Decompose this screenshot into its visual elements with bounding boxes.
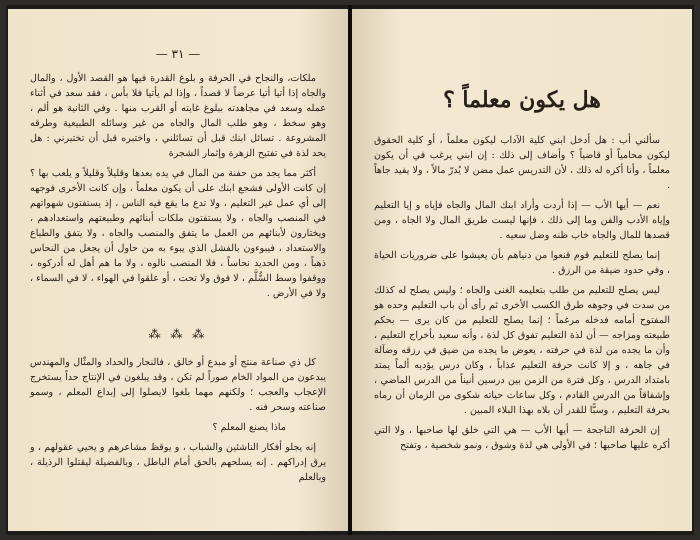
paragraph: أكثر مما يجد من حفنة من المال في يده بعدها وقليلاً وقليلاً و يلعب بها ؟ إن كانت الأولى فشجع ابنك على أن يكون معلماً ، وإن كانت الأخرى فوجهه إلى أي عمل غير التعليم ، ولا تدع ما يقع فيه الناس ، إذ يستفتون شهواتهم في المنصب والجاه ، ولا يستفتون ملكات أبنائهم وطبيعتهم واستعدادهم ، ويختارون لأبنائهم من العمل ما يتفق والمنصب والجاه ، ولا يتفق والطباع والاستعداد ، فيبوءون بالفشل الذي يبوء به من حاول أن يجعل من النحاس ذهباً ، ومن الحديد نحاساً ، فلا المنصب نالوه ، ولا ما هم أهل له أدركوه ، ووقفوا وسط السُّلَّم ، لا فوق ولا تحت ، أو علقوا في الهواء ، لا في السماء ، ولا في الأرض . (30, 168, 326, 299)
paragraph: ملكات، والنجاح في الحرفة و بلوغ القدرة فيها هو القصد الأول ، والمال والجاه إذا أتيا أتيا عرضاً لا قصداً ، وإذا لم يأتيا فلا بأس ، فقد سعد في أثناء عمله وسعد في مجاهدته ببلوغ غايته أو القرب منها . وفي الثانية هو ألم ، وهو سخط ، وهو طلب المال والجاه من غير وسائله الطبيعية وطرقه المشروعة . تسائل ابنك قبل أن تسائلني ، واختبره قبل أن تختبرني : هل يحد لذة في تفتيح الزهرة وإثمار الشجرة (30, 73, 326, 159)
right-page (352, 9, 692, 531)
paragraph: ليس يصلح للتعليم من طلب بتعليمه الغنى والجاه ؛ وليس يصلح له كذلك من سدت في وجوهه طرق الكسب الأخرى ثم رأى أن باب التعليم وحده هو المفتوح أمامه فدخله مرغماً ؛ إنما يصلح للتعليم من كان يرى — بحكم طبيعته ومزاجه — أن لذة التعليم تفوق كل لذة ، وأنه سعيد بأخراج التعليم ، وأن ما يجده من لذة في حرفته ، يعوض ما يجده من ضيق في رزقه وضآلة في جاهه ، و إلا كانت حرفة التعليم عذاباً ، وكان درس يؤديه ألماً يمتد بامتداد الدرس ، وكل فترة من الزمن بين درسين أنيناً من الدرس الماضي ، وإشفاقاً من الدرس القادم ، وكل ساعات حياته شكوى من الزمان أن رماه بحرفة التعليم ، وسبًّا للقدر أن بلاه بهذا البلاء المبين . (374, 285, 670, 416)
page-title: هل يكون معلماً ؟ (443, 87, 601, 113)
section-separator: ⁂ ⁂ ⁂ (148, 327, 208, 341)
book-spread (6, 5, 694, 535)
paragraph: نعم — أيها الأب — إذا أردت وأراد ابنك المال والجاه فإياه و إيا التعليم وإياه الأدب والفن وما إلى ذلك ، فإنها ليست طريق المال ولا الجاه ، ومن قصدها للمال والجاه خاب ظنه وضل سعيه . (374, 200, 670, 241)
paragraph: إنما يصلح للتعليم قوم قنعوا من دنياهم بأن يعيشوا على ضروريات الحياة ، وفي حدود ضيقة من الرزق . (374, 250, 670, 276)
subheading: ماذا يصنع المعلم ؟ (212, 422, 286, 433)
paragraph: سألني أب : هل أدخل ابني كلية الآداب ليكون معلماً ، أو كلية الحقوق ليكون محامياً أو قاضياً ؟ وأضاف إلى ذلك : إن ابني يرغب في أن يكون معلماً ، وأنا أكره له ذلك ، لأن التدريس عمل مضن لا يُدرّ مالاً ، ولا يفيد جاهاً . (374, 135, 670, 191)
left-page-section-2 (30, 355, 326, 490)
left-page (8, 9, 348, 531)
right-page-body (374, 133, 670, 458)
page-number: — ٣١ — (155, 47, 201, 61)
left-page-section-1 (30, 71, 326, 306)
paragraph: كل ذي صناعة منتج أو مبدع أو خالق ، فالنجار والحداد والمثّال والمهندس يبدعون من المواد الخام صوراً لم تكن ، وقد يبلغون في الإنتاج حداً يستخرج الإعجاب والعجب ؛ ولكنهم مهما بلغوا لايصلوا إلى إبداع المعلم ، وسمو صناعته وسحر فنه . (30, 357, 326, 413)
paragraph: إن الحرفة الناجحة — أيها الأب — هي التي خلق لها صاحبها ، ولا التي أكره عليها صاحبها ؛ في الأولى هي لذة وشوق ، ونمو شخصية ، وتفتح (374, 425, 670, 451)
paragraph: إنه يجلو أفكار الناشئين والشباب ، و يوقظ مشاعرهم و يحيي عقولهم ، و يرق إدراكهم . إنه يسلحهم بالحق أمام الباطل ، وبالفضيلة ليقتلوا الرذيلة ، وبالعلم (30, 442, 326, 483)
